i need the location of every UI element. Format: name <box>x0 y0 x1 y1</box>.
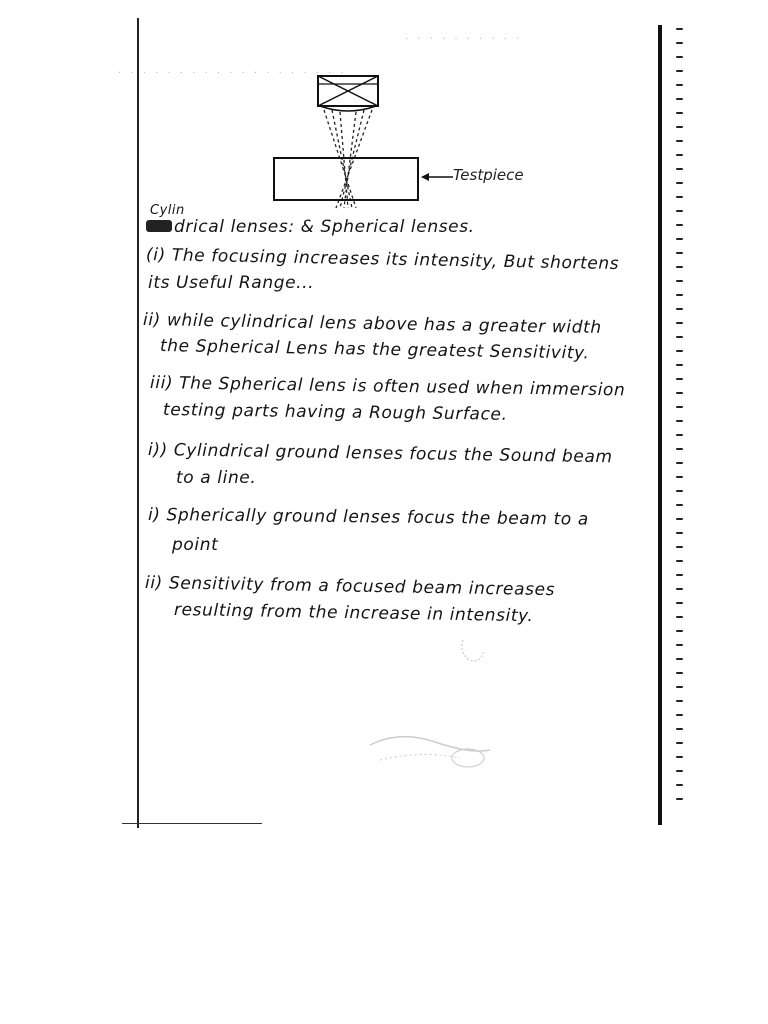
margin-line <box>137 18 139 828</box>
perforation-mark <box>676 700 683 702</box>
faint-bleed-through-text: · · · · · · · · · · <box>405 34 523 45</box>
perforation-mark <box>676 392 683 394</box>
perforation-mark <box>676 336 683 338</box>
perforation-mark <box>676 28 683 30</box>
faint-bleed-through-sketch <box>340 700 500 790</box>
perforation-mark <box>676 280 683 282</box>
perforation-mark <box>676 434 683 436</box>
perforation-mark <box>676 630 683 632</box>
item-marker: i) <box>147 505 161 526</box>
item-line <box>150 373 626 400</box>
perforation-mark <box>676 742 683 744</box>
item-line: point <box>172 535 219 555</box>
perforation-mark <box>676 56 683 58</box>
section-heading: drical lenses: & Spherical lenses. <box>174 217 475 237</box>
perforation-mark <box>676 266 683 268</box>
bottom-rule <box>122 823 262 824</box>
item-line <box>143 310 602 338</box>
perforation-mark <box>676 84 683 86</box>
item-line: to a line. <box>176 468 257 488</box>
perforation-mark <box>676 182 683 184</box>
perforation-mark <box>676 210 683 212</box>
item-marker: iii) <box>149 373 174 394</box>
item-text: Spherically ground lenses focus the beam to a <box>166 505 589 530</box>
perforation-mark <box>676 378 683 380</box>
perforation-mark <box>676 770 683 772</box>
item-marker: i)) <box>147 440 168 461</box>
perforation-mark <box>676 490 683 492</box>
item-line <box>148 505 589 530</box>
perforation-mark <box>676 532 683 534</box>
item-marker: ii) <box>144 573 164 594</box>
perforation-mark <box>676 518 683 520</box>
perforation-mark <box>676 364 683 366</box>
transducer-icon <box>318 76 378 111</box>
item-marker: (i) <box>145 245 166 266</box>
crossed-out-scribble <box>146 220 172 232</box>
perforation-mark <box>676 42 683 44</box>
perforation-mark <box>676 420 683 422</box>
perforation-mark <box>676 658 683 660</box>
item-line <box>145 573 555 600</box>
perforation-mark <box>676 784 683 786</box>
perforation-mark <box>676 350 683 352</box>
item-text: The Spherical lens is often used when immersion <box>179 373 626 401</box>
perforation-mark <box>676 224 683 226</box>
perforation-mark <box>676 686 683 688</box>
perforation-mark <box>676 238 683 240</box>
perforation-mark <box>676 98 683 100</box>
testpiece-label: Testpiece <box>453 166 524 184</box>
perforation-mark <box>676 126 683 128</box>
perforation-mark <box>676 602 683 604</box>
focused-beam-diagram <box>260 70 560 220</box>
item-text: while cylindrical lens above has a greater width <box>166 310 602 339</box>
perforation-mark <box>676 616 683 618</box>
item-text: The focusing increases its intensity, But shortens <box>171 245 620 275</box>
item-line: its Useful Range... <box>148 273 315 293</box>
item-text: Cylindrical ground lenses focus the Sound beam <box>173 440 613 468</box>
perforation-mark <box>676 70 683 72</box>
arrow-left-icon <box>421 173 453 181</box>
perforation-mark <box>676 672 683 674</box>
perforation-mark <box>676 574 683 576</box>
item-line: testing parts having a Rough Surface. <box>162 400 508 425</box>
item-line: the Spherical Lens has the greatest Sensitivity. <box>159 336 590 364</box>
perforation-mark <box>676 798 683 800</box>
perforation-mark <box>676 560 683 562</box>
perforation-mark <box>676 322 683 324</box>
perforation-mark <box>676 196 683 198</box>
faint-bleed-through-mark <box>455 630 495 670</box>
perforation-mark <box>676 448 683 450</box>
perforation-mark <box>676 728 683 730</box>
perforation-mark <box>676 546 683 548</box>
perforation-mark <box>676 644 683 646</box>
item-text: Sensitivity from a focused beam increases <box>168 573 556 601</box>
binding-perforations <box>676 28 686 818</box>
perforation-mark <box>676 252 683 254</box>
perforation-mark <box>676 476 683 478</box>
faint-bleed-through-text: · · · · · · · · · · · · · · · · · · · <box>118 68 347 79</box>
perforation-mark <box>676 756 683 758</box>
perforation-mark <box>676 308 683 310</box>
perforation-mark <box>676 294 683 296</box>
item-line <box>146 245 620 274</box>
perforation-mark <box>676 168 683 170</box>
heading-prefix: Cylin <box>150 203 185 218</box>
perforation-mark <box>676 714 683 716</box>
item-marker: ii) <box>142 310 162 331</box>
perforation-mark <box>676 462 683 464</box>
perforation-mark <box>676 154 683 156</box>
binding-edge <box>658 25 662 825</box>
perforation-mark <box>676 406 683 408</box>
perforation-mark <box>676 112 683 114</box>
perforation-mark <box>676 588 683 590</box>
item-line: resulting from the increase in intensity. <box>173 600 534 627</box>
item-line <box>148 440 613 467</box>
perforation-mark <box>676 140 683 142</box>
perforation-mark <box>676 504 683 506</box>
